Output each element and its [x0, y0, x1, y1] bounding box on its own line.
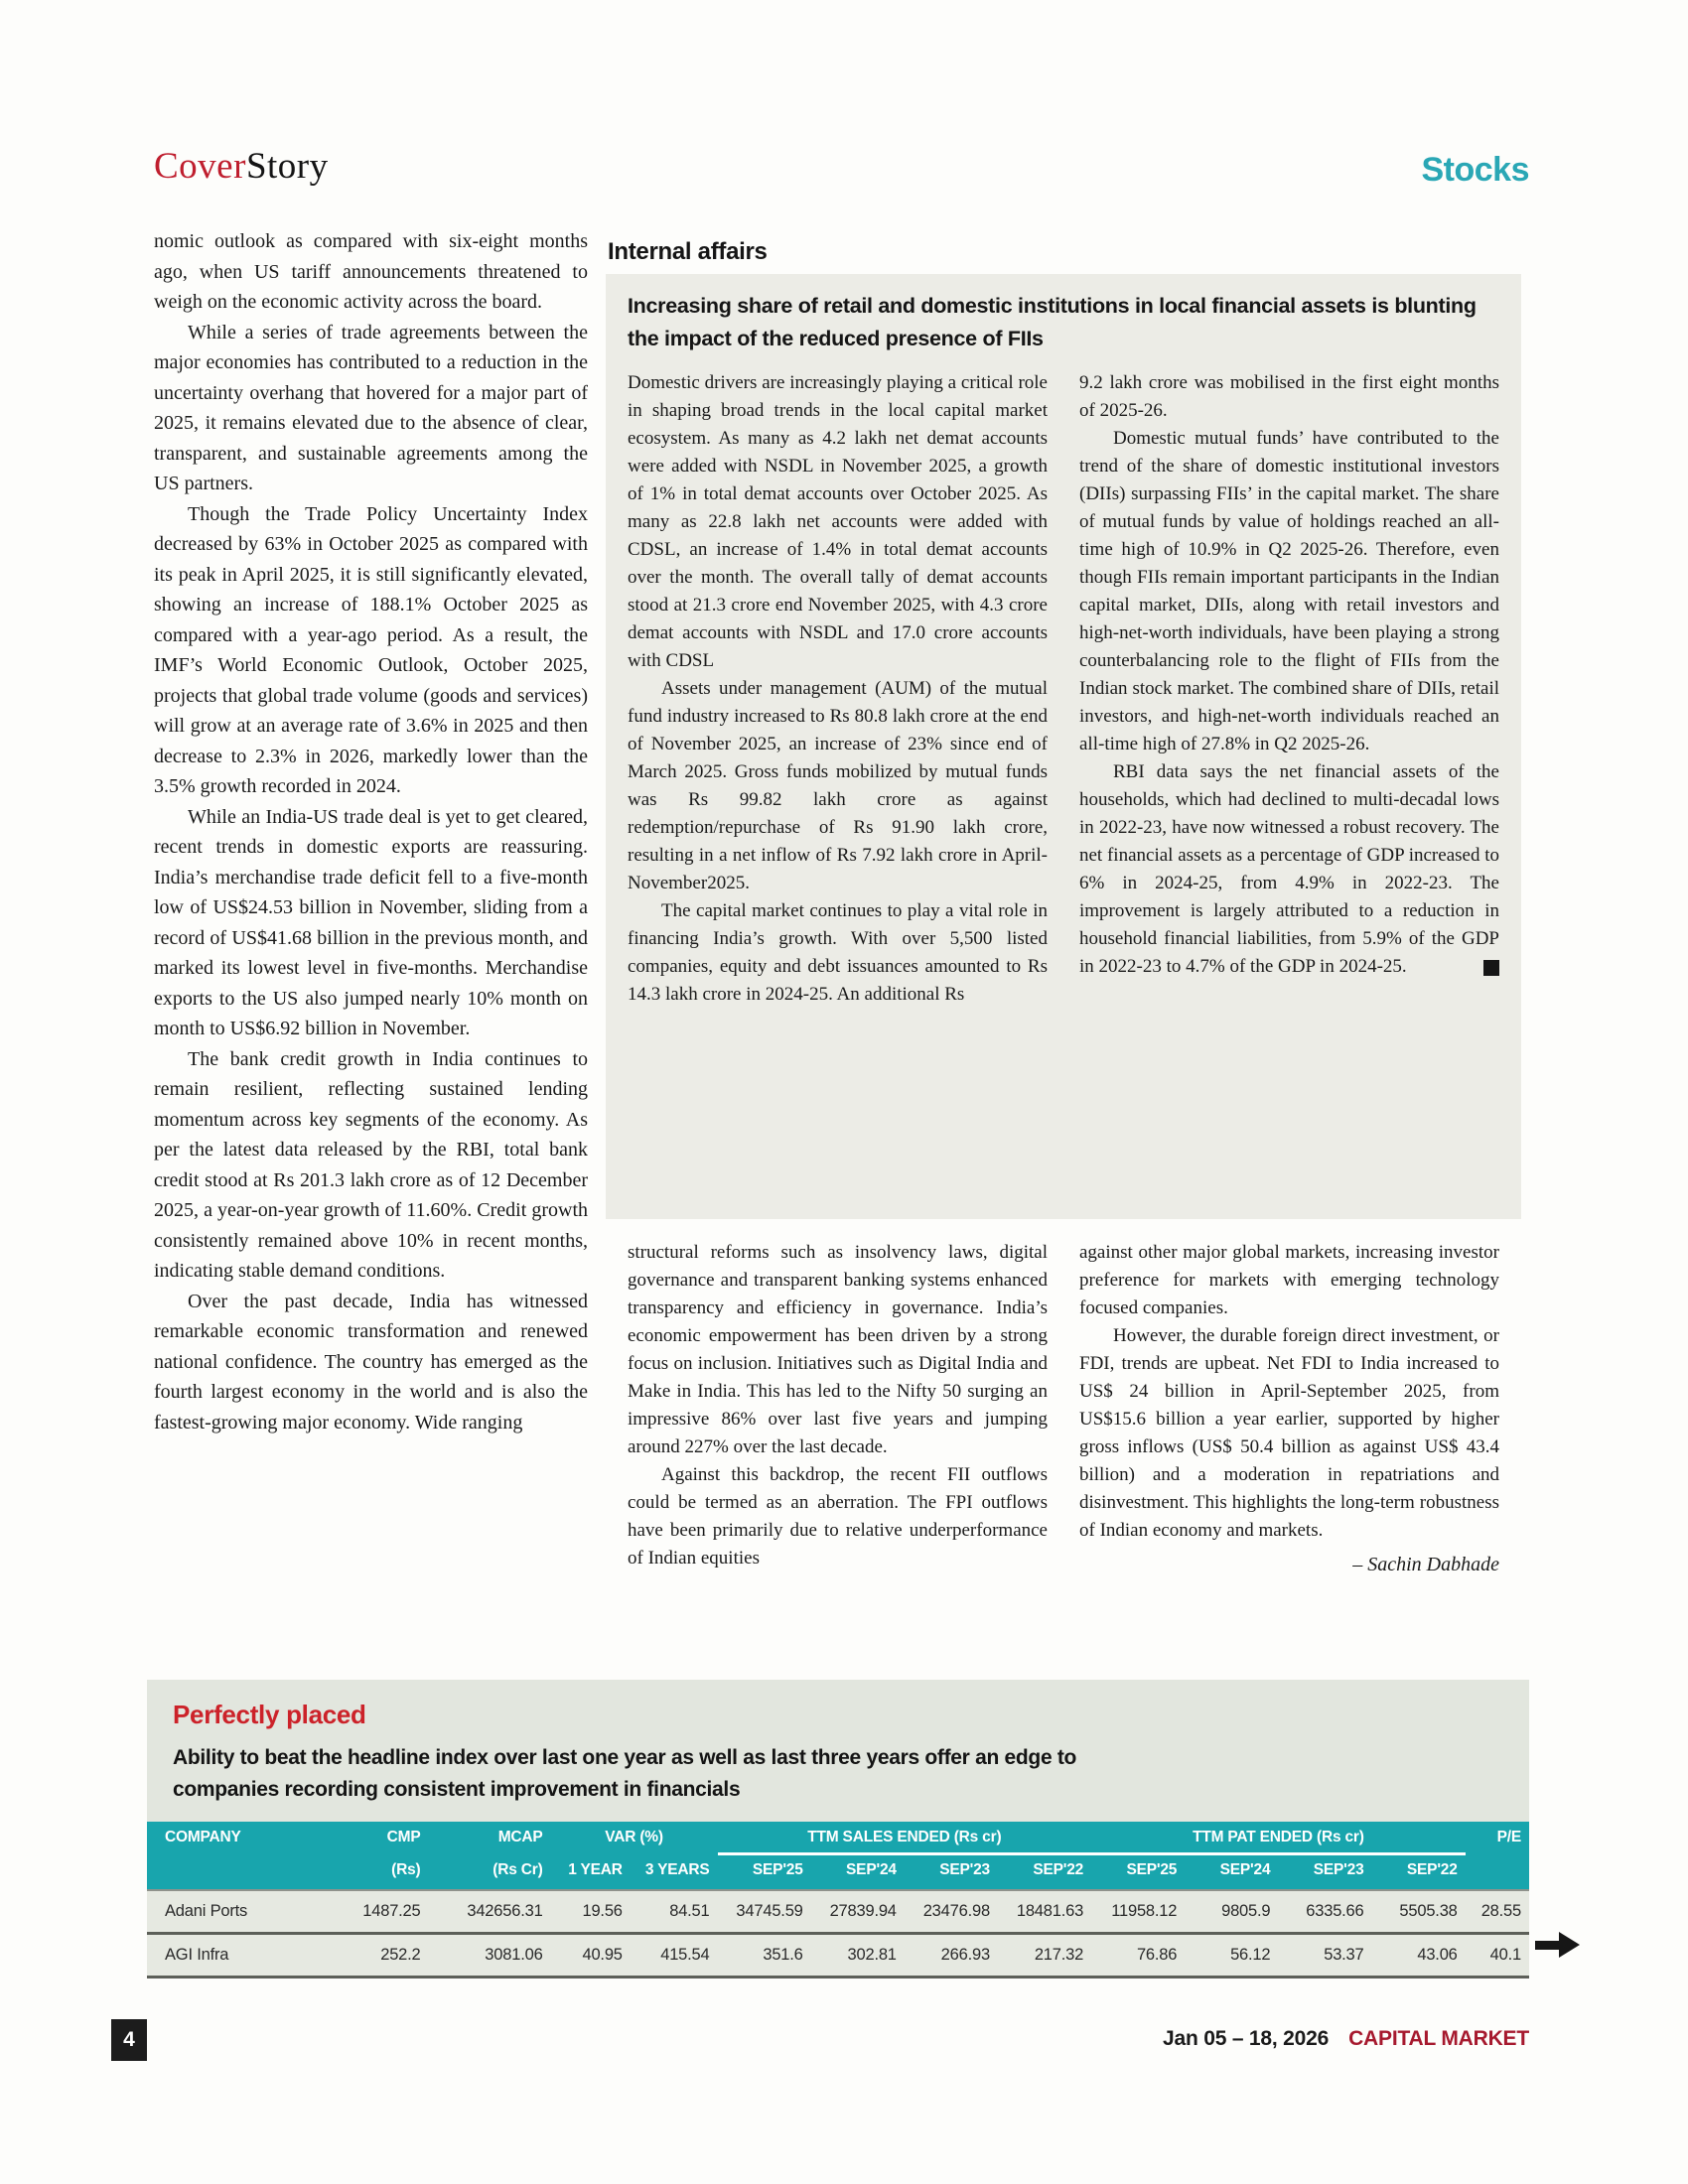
- value-cell: 6335.66: [1278, 1890, 1371, 1934]
- page-number: 4: [111, 2019, 147, 2061]
- paragraph: While an India-US trade deal is yet to get cleared, recent trends in domestic exports are reassuring. India’s merchandise trade deficit fell to a five-month low of US$24.53 billion in November, sliding from a record of US$41.68 billion in the previous month, and marked its lowest level in five-months. Merchandise exports to the US also jumped nearly 10% month on month to US$6.92 billion in November.: [154, 805, 588, 1039]
- subheader-rs: (Rs): [328, 1853, 429, 1890]
- subheader-rs-cr: (Rs Cr): [429, 1853, 551, 1890]
- paragraph: Assets under management (AUM) of the mutual fund industry increased to Rs 80.8 lakh crore at the end of November 2025, an increase of 23% since end of March 2025. Gross funds mobilized by mutual funds was Rs 99.82 lakh crore as against redemption/repurchase of Rs 91.90 lakh crore, resulting in a net inflow of Rs 7.92 lakh crore in April-November2025.: [628, 678, 1048, 893]
- perfectly-placed-panel: [147, 1680, 1529, 1979]
- value-cell: 11958.12: [1091, 1890, 1185, 1934]
- infobox-subtitle: Increasing share of retail and domestic institutions in local financial assets is blunting the impact of the reduced presence of FIIs: [628, 294, 1477, 350]
- value-cell: 27839.94: [811, 1890, 905, 1934]
- table-row: [147, 1890, 1529, 1934]
- paragraph: 9.2 lakh crore was mobilised in the first eight months of 2025-26.: [1079, 372, 1499, 421]
- paragraph: Domestic drivers are increasingly playing a critical role in shaping broad trends in the local capital market ecosystem. As many as 4.2 lakh net demat accounts were added with NSDL in November 2025, a growth of 1% in total demat accounts over October 2025. As many as 22.8 lakh net accounts were added with CDSL, an increase of 1.4% in total demat accounts over the month. The overall tally of demat accounts stood at 21.3 crore end November 2025, with 4.3 crore demat accounts with NSDL and 17.0 crore accounts with CDSL: [628, 372, 1048, 671]
- company-cell: AGI Infra: [147, 1933, 328, 1977]
- value-cell: 56.12: [1185, 1933, 1278, 1977]
- table-continuation-arrow-icon: [1535, 1932, 1581, 1958]
- value-cell: 40.95: [551, 1933, 631, 1977]
- col-header-ttm-pat: TTM PAT ENDED (Rs cr): [1091, 1822, 1466, 1853]
- infobox-panel: [606, 274, 1521, 1219]
- magazine-name: CAPITAL MARKET: [1348, 2027, 1529, 2050]
- table-row: [147, 1933, 1529, 1977]
- subheader-pat-sep22: SEP'22: [1372, 1853, 1466, 1890]
- table-panel-title: Perfectly placed: [173, 1700, 366, 1729]
- value-cell: 53.37: [1278, 1933, 1371, 1977]
- value-cell: 43.06: [1372, 1933, 1466, 1977]
- col-header-ttm-sales: TTM SALES ENDED (Rs cr): [718, 1822, 1092, 1853]
- paragraph: The capital market continues to play a vital role in financing India’s growth. With over 5,500 listed companies, equity and debt issuances amounted to Rs 14.3 lakh crore in 2024-25. An additional Rs: [628, 900, 1048, 1005]
- value-cell: 34745.59: [718, 1890, 811, 1934]
- paragraph: RBI data says the net financial assets of the households, which had declined to multi-decadal lows in 2022-23, have now witnessed a robust recovery. The net financial assets as a percentage of GDP increased to 6% in 2024-25, from 4.9% in 2022-23. The improvement is largely attributed to a reduction in household financial liabilities, from 5.9% of the GDP in 2022-23 to 4.7% of the GDP in 2024-25.: [1079, 761, 1499, 977]
- value-cell: 28.55: [1466, 1890, 1529, 1934]
- footer-issue-info: [1163, 2027, 1529, 2051]
- value-cell: 1487.25: [328, 1890, 429, 1934]
- value-cell: 18481.63: [998, 1890, 1091, 1934]
- value-cell: 9805.9: [1185, 1890, 1278, 1934]
- paragraph: The bank credit growth in India continues to remain resilient, reflecting sustained lending momentum across key segments of the economy. As per the latest data released by the RBI, total bank credit stood at Rs 201.3 lakh crore as of 12 December 2025, a year-on-year growth of 11.60%. Credit growth consistently remained above 10% in recent months, indicating stable demand conditions.: [154, 1047, 588, 1282]
- article-column-2: [628, 1239, 1048, 1666]
- paragraph: against other major global markets, increasing investor preference for markets with emerging technology focused companies.: [1079, 1242, 1499, 1318]
- value-cell: 23476.98: [905, 1890, 998, 1934]
- infobox-column-right: [1079, 369, 1499, 1009]
- col-header-cmp: CMP: [328, 1822, 429, 1853]
- paragraph: However, the durable foreign direct investment, or FDI, trends are upbeat. Net FDI to India increased to US$ 24 billion in April-September 2025, from US$15.6 billion a year earlier, supported by higher gross inflows (US$ 50.4 billion as against US$ 43.4 billion) and a moderation in repatriations and disinvestment. This highlights the long-term robustness of Indian economy and markets.: [1079, 1325, 1499, 1541]
- col-header-pe: P/E: [1466, 1822, 1529, 1890]
- masthead-story: Story: [245, 146, 329, 187]
- paragraph: Against this backdrop, the recent FII outflows could be termed as an aberration. The FPI outflows have been primarily due to relative underperformance of Indian equities: [628, 1464, 1048, 1569]
- article-column-3-text: [1079, 1239, 1499, 1545]
- article-continuation: [606, 1239, 1521, 1666]
- paragraph: structural reforms such as insolvency laws, digital governance and transparent banking systems enhanced transparency and efficiency in governance. India’s economic empowerment has been driven by a strong focus on inclusion. Initiatives such as Digital India and Make in India. This has led to the Nifty 50 surging an impressive 86% over last five years and jumping around 227% over the last decade.: [628, 1242, 1048, 1457]
- value-cell: 266.93: [905, 1933, 998, 1977]
- paragraph: nomic outlook as compared with six-eight months ago, when US tariff announcements threatened to weigh on the economic activity across the board.: [154, 230, 588, 313]
- value-cell: 217.32: [998, 1933, 1091, 1977]
- col-header-var: VAR (%): [551, 1822, 718, 1853]
- subheader-sales-sep23: SEP'23: [905, 1853, 998, 1890]
- subheader-3-years: 3 YEARS: [631, 1853, 718, 1890]
- value-cell: 40.1: [1466, 1933, 1529, 1977]
- value-cell: 302.81: [811, 1933, 905, 1977]
- subheader-1-year: 1 YEAR: [551, 1853, 631, 1890]
- cover-story-masthead: [154, 145, 329, 188]
- table-panel-subtitle: Ability to beat the headline index over last one year as well as last three years offer an edge to companies recording consistent improvement in financials: [173, 1746, 1077, 1801]
- paragraph: Over the past decade, India has witnessed remarkable economic transformation and renewed national confidence. The country has emerged as the fourth largest economy in the world and is also the fastest-growing major economy. Wide ranging: [154, 1290, 588, 1433]
- subheader-sales-sep24: SEP'24: [811, 1853, 905, 1890]
- masthead-cover: Cover: [154, 146, 246, 187]
- col-header-mcap: MCAP: [429, 1822, 551, 1853]
- paragraph: Though the Trade Policy Uncertainty Index decreased by 63% in October 2025 as compared with its peak in April 2025, it is still significantly elevated, showing an increase of 188.1% October 2025 as compared with a year-ago period. As a result, the IMF’s World Economic Outlook, October 2025, projects that global trade volume (goods and services) will grow at an average rate of 3.6% in 2025 and then decrease to 2.3% in 2026, markedly lower than the 3.5% growth recorded in 2024.: [154, 502, 588, 797]
- value-cell: 342656.31: [429, 1890, 551, 1934]
- internal-affairs-box: [606, 238, 1521, 1219]
- issue-date: Jan 05 – 18, 2026: [1163, 2027, 1330, 2050]
- value-cell: 415.54: [631, 1933, 718, 1977]
- value-cell: 351.6: [718, 1933, 811, 1977]
- stocks-table: [147, 1822, 1529, 1979]
- company-cell: Adani Ports: [147, 1890, 328, 1934]
- value-cell: 3081.06: [429, 1933, 551, 1977]
- subheader-pat-sep25: SEP'25: [1091, 1853, 1185, 1890]
- value-cell: 76.86: [1091, 1933, 1185, 1977]
- value-cell: 252.2: [328, 1933, 429, 1977]
- author-byline: – Sachin Dabhade: [1352, 1554, 1499, 1575]
- paragraph: While a series of trade agreements between the major economies has contributed to a reduction in the uncertainty overhang that hovered for a major part of 2025, it remains elevated due to the absence of clear, transparent, and sustainable agreements among the US partners.: [154, 321, 588, 494]
- value-cell: 19.56: [551, 1890, 631, 1934]
- subheader-sales-sep22: SEP'22: [998, 1853, 1091, 1890]
- subheader-sales-sep25: SEP'25: [718, 1853, 811, 1890]
- infobox-title: Internal affairs: [608, 238, 768, 265]
- subheader-pat-sep24: SEP'24: [1185, 1853, 1278, 1890]
- subheader-pat-sep23: SEP'23: [1278, 1853, 1371, 1890]
- article-column-3: [1079, 1239, 1499, 1666]
- infobox-column-left: [628, 369, 1048, 1009]
- value-cell: 5505.38: [1372, 1890, 1466, 1934]
- value-cell: 84.51: [631, 1890, 718, 1934]
- end-of-article-marker: [1483, 960, 1499, 976]
- section-label-stocks: Stocks: [1421, 151, 1529, 189]
- article-column-1: [154, 226, 588, 1661]
- paragraph: Domestic mutual funds’ have contributed to the trend of the share of domestic institutional investors (DIIs) surpassing FIIs’ in the capital market. The share of mutual funds by value of holdings reached an all-time high of 10.9% in Q2 2025-26. Therefore, even though FIIs remain important participants in the Indian capital market, DIIs, along with retail investors and high-net-worth individuals, have been playing a strong counterbalancing role to the flight of FIIs from the Indian stock market. The combined share of DIIs, retail investors, and high-net-worth individuals reached an all-time high of 27.8% in Q2 2025-26.: [1079, 428, 1499, 754]
- col-header-company: COMPANY: [147, 1822, 328, 1890]
